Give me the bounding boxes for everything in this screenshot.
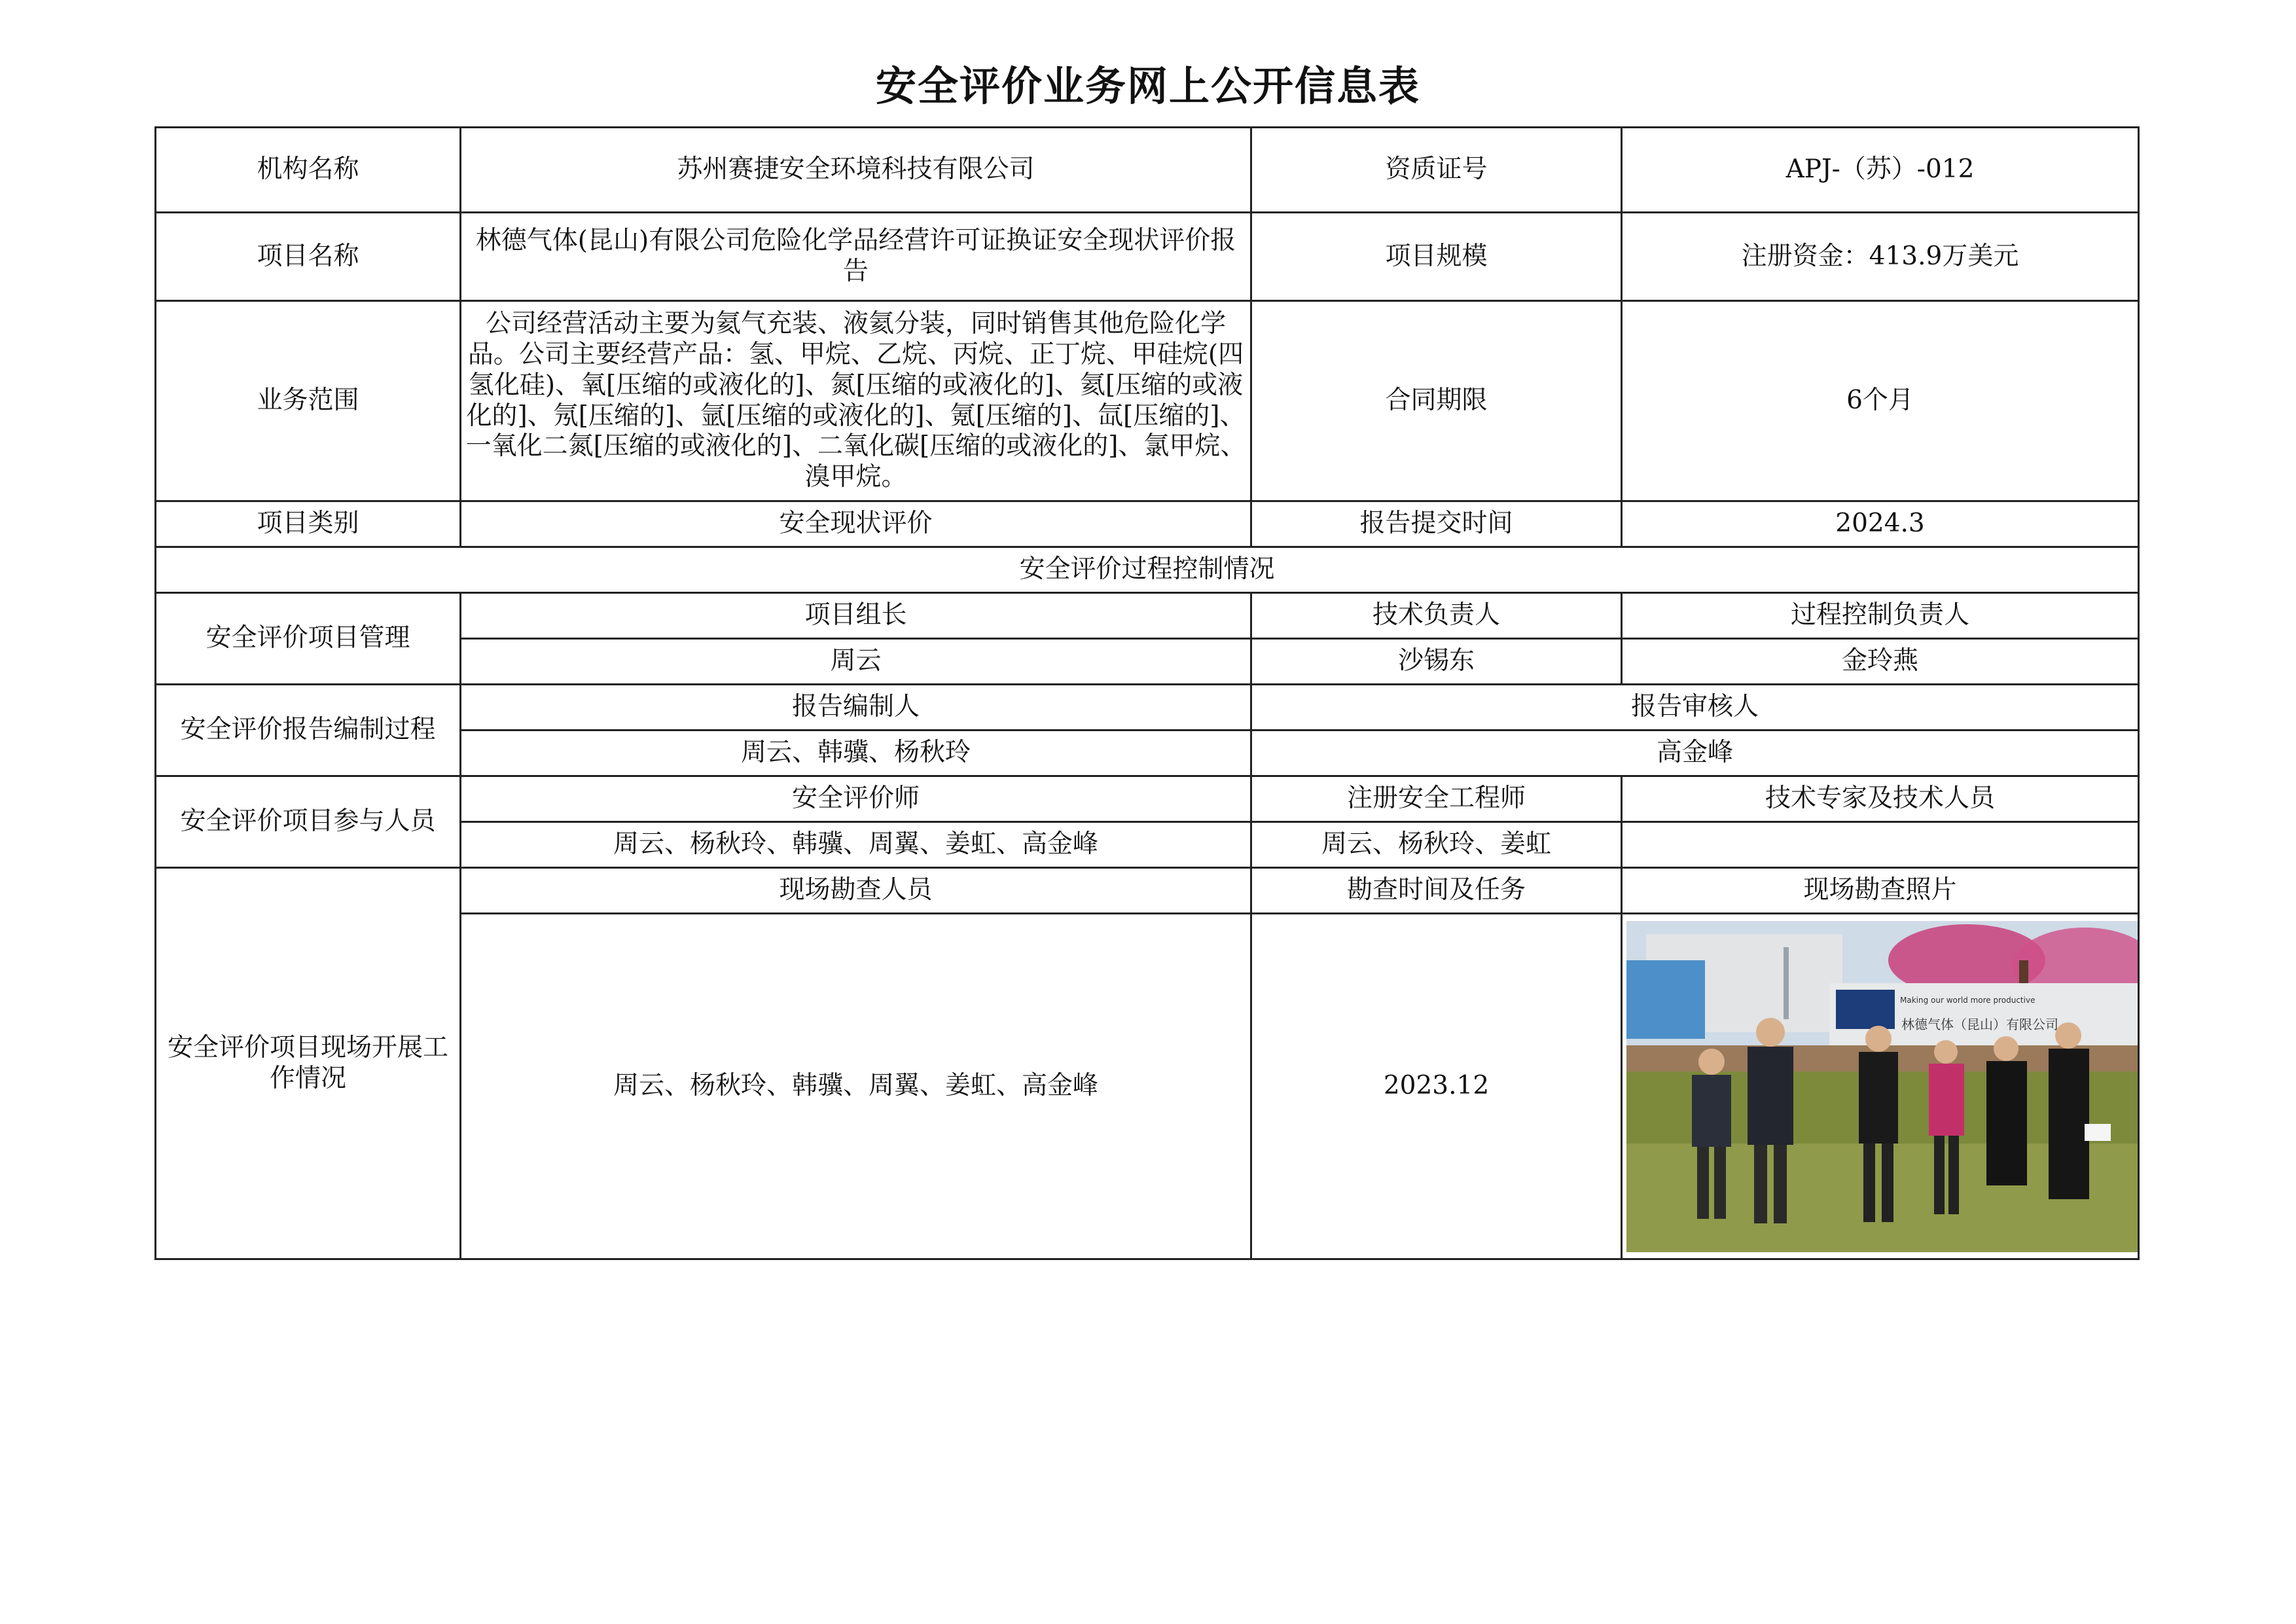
time-label: 勘查时间及任务 — [1251, 868, 1622, 914]
contract-value: 6个月 — [1622, 301, 2139, 501]
contract-label: 合同期限 — [1251, 301, 1622, 501]
cert-value: APJ-（苏）-012 — [1622, 128, 2139, 213]
org-value: 苏州赛捷安全环境科技有限公司 — [461, 128, 1251, 213]
site-photo — [1626, 921, 2139, 1252]
tech-value: 沙锡东 — [1251, 639, 1622, 685]
staff-label: 现场勘查人员 — [461, 868, 1251, 914]
photo-sign-text: Making our world more productive — [1900, 995, 2036, 1005]
compile-label: 安全评价报告编制过程 — [156, 685, 461, 776]
photo-label: 现场勘查照片 — [1622, 868, 2139, 914]
table-row — [156, 593, 2139, 639]
management-label: 安全评价项目管理 — [156, 593, 461, 685]
table-row — [156, 213, 2139, 301]
photo-pole — [1784, 947, 1789, 1019]
engineer-label: 注册安全工程师 — [1251, 776, 1622, 822]
project-value: 林德气体(昆山)有限公司危险化学品经营许可证换证安全现状评价报告 — [461, 213, 1251, 301]
scope-label: 业务范围 — [156, 301, 461, 501]
org-label: 机构名称 — [156, 128, 461, 213]
control-value: 金玲燕 — [1622, 639, 2139, 685]
scale-value: 注册资金：413.9万美元 — [1622, 213, 2139, 301]
assessor-label: 安全评价师 — [461, 776, 1251, 822]
photo-sign — [1836, 990, 1895, 1029]
process-header: 安全评价过程控制情况 — [156, 547, 2139, 593]
participants-label: 安全评价项目参与人员 — [156, 776, 461, 868]
table-row — [156, 685, 2139, 731]
leader-label: 项目组长 — [461, 593, 1251, 639]
experts-value — [1622, 822, 2139, 868]
table-row — [156, 501, 2139, 547]
info-table — [154, 126, 2140, 1260]
table-row — [156, 776, 2139, 822]
time-value: 2023.12 — [1251, 914, 1622, 1259]
writers-value: 周云、韩骥、杨秋玲 — [461, 731, 1251, 776]
submit-value: 2024.3 — [1622, 501, 2139, 547]
table-row — [156, 547, 2139, 593]
cert-label: 资质证号 — [1251, 128, 1622, 213]
scope-value: 公司经营活动主要为氦气充装、液氦分装，同时销售其他危险化学品。公司主要经营产品：氢、甲烷、乙烷、丙烷、正丁烷、甲硅烷(四氢化硅)、氧[压缩的或液化的]、氮[压缩的或液化的]、氦[压缩的或液化的]、氖[压缩的]、氩[压缩的或液化的]、氪[压缩的]、氙[压缩的]、一氧化二氮[压缩的或液化的]、二氧化碳[压缩的或液化的]、氯甲烷、溴甲烷。 — [461, 301, 1251, 501]
scale-label: 项目规模 — [1251, 213, 1622, 301]
reviewer-value: 高金峰 — [1251, 731, 2139, 776]
control-label: 过程控制负责人 — [1622, 593, 2139, 639]
photo-gate-text: 林德气体（昆山）有限公司 — [1901, 1016, 2058, 1032]
photo-blue-building — [1626, 960, 1705, 1039]
leader-value: 周云 — [461, 639, 1251, 685]
table-row — [156, 301, 2139, 501]
tech-label: 技术负责人 — [1251, 593, 1622, 639]
staff-value: 周云、杨秋玲、韩骥、周翼、姜虹、高金峰 — [461, 914, 1251, 1259]
category-label: 项目类别 — [156, 501, 461, 547]
reviewer-label: 报告审核人 — [1251, 685, 2139, 731]
project-label: 项目名称 — [156, 213, 461, 301]
site-label: 安全评价项目现场开展工作情况 — [156, 868, 461, 1259]
submit-label: 报告提交时间 — [1251, 501, 1622, 547]
table-row — [156, 128, 2139, 213]
engineers-value: 周云、杨秋玲、姜虹 — [1251, 822, 1622, 868]
table-row — [156, 868, 2139, 914]
page-title: 安全评价业务网上公开信息表 — [875, 62, 1420, 110]
assessors-value: 周云、杨秋玲、韩骥、周翼、姜虹、高金峰 — [461, 822, 1251, 868]
site-photo-cell — [1622, 914, 2139, 1259]
writer-label: 报告编制人 — [461, 685, 1251, 731]
expert-label: 技术专家及技术人员 — [1622, 776, 2139, 822]
category-value: 安全现状评价 — [461, 501, 1251, 547]
